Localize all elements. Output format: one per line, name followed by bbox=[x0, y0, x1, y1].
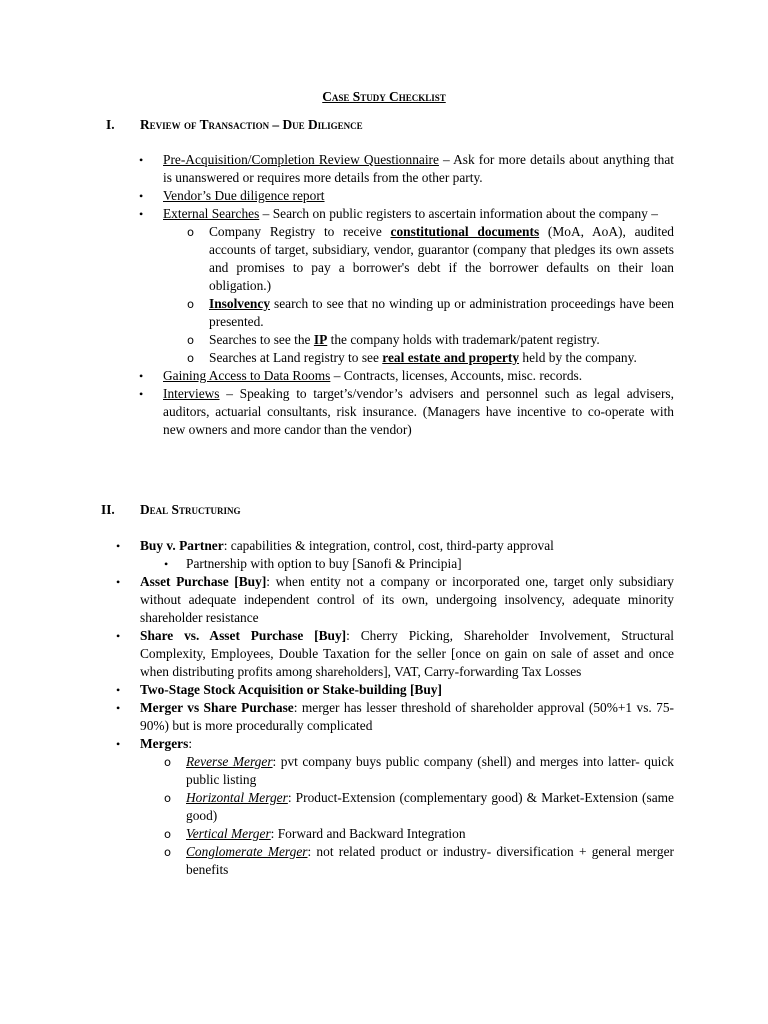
list-item bbox=[163, 187, 674, 205]
item-text: : bbox=[188, 736, 193, 751]
list-item bbox=[140, 537, 674, 573]
sub-list bbox=[209, 223, 674, 367]
section-2-numeral: II. bbox=[101, 502, 115, 517]
item-text: : Cherry Picking, Shareholder Involvement, Structural Complexity, Employees, Double Taxation for the seller [once on gain on sale of asset and once when distributing profits among shareholders], VAT, Carry-forwarding Tax Losses bbox=[140, 628, 674, 679]
item-title: Buy v. Partner bbox=[140, 538, 224, 553]
sub-item bbox=[209, 331, 674, 349]
item-title: Gaining Access to Data Rooms bbox=[163, 368, 331, 383]
item-title: Two-Stage Stock Acquisition or Stake-building [Buy] bbox=[140, 682, 442, 697]
item-text: : capabilities & integration, control, cost, third-party approval bbox=[223, 538, 554, 553]
list-item bbox=[140, 573, 674, 627]
sub-item-text: held by the company. bbox=[519, 350, 637, 365]
item-text: : when entity not a company or incorporated one, target only subsidiary without adequate independent control of its own, undergoing insolvency, adequate minority shareholder resistance bbox=[140, 574, 674, 625]
sub-item-text: search to see that no winding up or administration proceedings have been presented. bbox=[209, 296, 674, 329]
sub-item-text: : pvt company buys public company (shell) and merges into latter- quick public listing bbox=[186, 754, 675, 787]
item-title: Merger vs Share Purchase bbox=[140, 700, 294, 715]
sub-list bbox=[186, 753, 674, 879]
list-item bbox=[140, 735, 674, 879]
sub-item-term: Horizontal Merger bbox=[186, 790, 288, 805]
sub-item bbox=[209, 295, 674, 331]
sub-list bbox=[186, 555, 674, 573]
sub-item-emphasis: IP bbox=[313, 332, 328, 347]
sub-item-text: : not related product or industry- diversification + general merger benefits bbox=[186, 844, 674, 877]
sub-item bbox=[186, 825, 674, 843]
section-1-numeral: I. bbox=[106, 117, 115, 132]
sub-item bbox=[209, 349, 674, 367]
sub-item-term: Conglomerate Merger bbox=[186, 844, 308, 859]
sub-item bbox=[186, 753, 674, 789]
list-item bbox=[140, 627, 674, 681]
list-item bbox=[163, 205, 674, 367]
item-title: Share vs. Asset Purchase [Buy] bbox=[140, 628, 347, 643]
section-2-heading: Deal Structuring bbox=[140, 502, 241, 517]
sub-item-term: Reverse Merger bbox=[186, 754, 273, 769]
sub-item bbox=[186, 789, 674, 825]
sub-item-emphasis: real estate and property bbox=[382, 350, 520, 365]
sub-item bbox=[186, 843, 674, 879]
item-title: Mergers bbox=[140, 736, 189, 751]
item-title: Asset Purchase [Buy] bbox=[140, 574, 267, 589]
sub-item bbox=[209, 223, 674, 295]
sub-item-text: : Forward and Backward Integration bbox=[270, 826, 466, 841]
item-text: : merger has lesser threshold of shareholder approval (50%+1 vs. 75-90%) but is more procedurally complicated bbox=[140, 700, 674, 733]
item-title: Interviews bbox=[163, 386, 220, 401]
sub-item-text: Searches to see the bbox=[209, 332, 314, 347]
sub-item-emphasis: Insolvency bbox=[209, 296, 271, 311]
sub-item-text: Searches at Land registry to see bbox=[209, 350, 383, 365]
list-item bbox=[163, 367, 674, 385]
item-text: – Contracts, licenses, Accounts, misc. records. bbox=[330, 368, 583, 383]
list-item bbox=[163, 151, 674, 187]
item-title: External Searches bbox=[163, 206, 260, 221]
item-text: – Search on public registers to ascertain information about the company – bbox=[259, 206, 658, 221]
sub-item-term: Vertical Merger bbox=[186, 826, 271, 841]
page-title: Case Study Checklist bbox=[322, 89, 446, 104]
list-item bbox=[163, 385, 674, 439]
list-item bbox=[140, 681, 674, 699]
sub-item-text: the company holds with trademark/patent registry. bbox=[327, 332, 600, 347]
section-1-list bbox=[163, 151, 674, 439]
sub-item: • Partnership with option to buy [Sanofi & Principia] bbox=[186, 555, 674, 573]
item-title: Pre-Acquisition/Completion Review Questionnaire bbox=[163, 152, 439, 167]
sub-item-text: (MoA, AoA), audited accounts of target, subsidiary, vendor, guarantor (company that pledges its own assets and promises to pay a borrower's debt if the borrower defaults on their loan obligation.) bbox=[209, 224, 675, 293]
sub-item-text: : Product-Extension (complementary good) & Market-Extension (same good) bbox=[186, 790, 674, 823]
item-text: – Ask for more details about anything that is unanswered or requires more details from the other party. bbox=[163, 152, 674, 185]
section-2-list bbox=[140, 537, 674, 879]
item-title: Vendor’s Due diligence report bbox=[163, 188, 325, 203]
list-item bbox=[140, 699, 674, 735]
item-text: – Speaking to target’s/vendor’s advisers and personnel such as legal advisers, auditors, actuarial consultants, risk insurance. (Managers have incentive to co-operate with new owners and more candor than the vendor) bbox=[163, 386, 674, 437]
sub-item-text: Company Registry to receive bbox=[209, 224, 391, 239]
sub-item-emphasis: constitutional documents bbox=[390, 224, 540, 239]
section-1-heading: Review of Transaction – Due Diligence bbox=[140, 117, 363, 132]
